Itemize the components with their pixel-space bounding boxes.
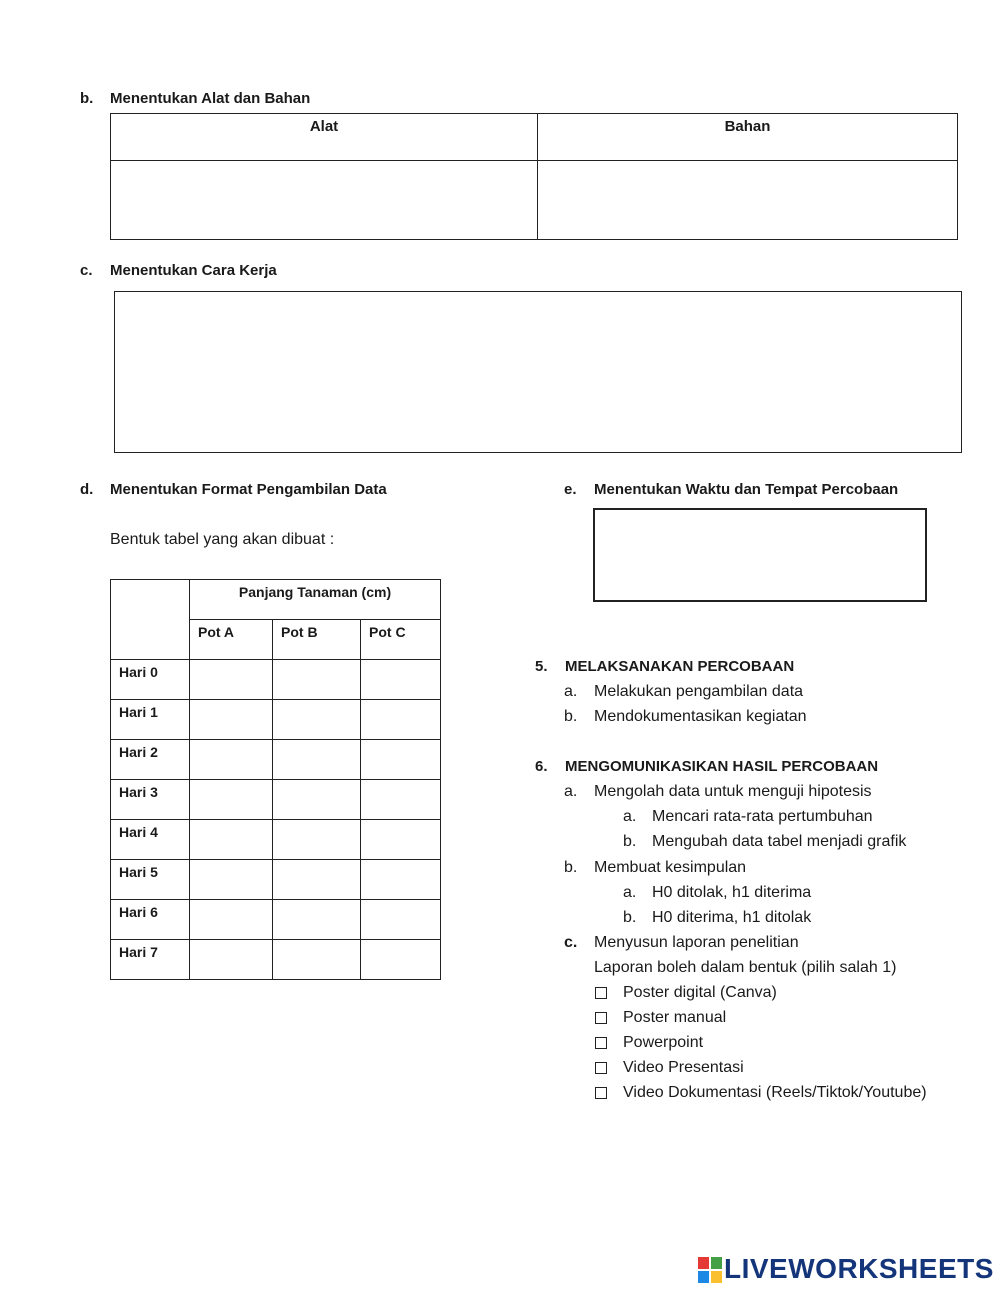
- data-cell[interactable]: [273, 700, 361, 740]
- data-cell[interactable]: [361, 660, 441, 700]
- section-d-letter: d.: [80, 481, 94, 498]
- table-row: [111, 780, 441, 820]
- table-row: [111, 940, 441, 980]
- checkbox[interactable]: [595, 987, 607, 999]
- sub-list-item: H0 ditolak, h1 diterima: [652, 884, 812, 901]
- sub-list-letter: b.: [623, 833, 637, 850]
- data-cell[interactable]: [273, 900, 361, 940]
- table-row: [111, 740, 441, 780]
- data-cell[interactable]: [273, 820, 361, 860]
- list-item: Mengolah data untuk menguji hipotesis: [594, 783, 872, 800]
- data-cell[interactable]: [273, 860, 361, 900]
- data-cell[interactable]: [361, 740, 441, 780]
- section-6-number: 6.: [535, 758, 548, 775]
- table-instruction: Bentuk tabel yang akan dibuat :: [110, 531, 335, 548]
- section-b-letter: b.: [80, 90, 94, 107]
- cara-kerja-answer-box[interactable]: [114, 291, 962, 453]
- waktu-tempat-answer-box[interactable]: [593, 508, 927, 602]
- data-cell[interactable]: [190, 700, 273, 740]
- sub-list-item: H0 diterima, h1 ditolak: [652, 909, 812, 926]
- table-row: [111, 820, 441, 860]
- checkbox[interactable]: [595, 1087, 607, 1099]
- data-cell[interactable]: [273, 940, 361, 980]
- report-option: Poster manual: [623, 1009, 727, 1026]
- alat-bahan-table: [110, 113, 958, 240]
- report-option: Powerpoint: [623, 1034, 704, 1051]
- table-row: [111, 860, 441, 900]
- section-c-letter: c.: [80, 262, 93, 279]
- list-letter: a.: [564, 683, 578, 700]
- data-cell[interactable]: [190, 820, 273, 860]
- list-item: Mendokumentasikan kegiatan: [594, 708, 807, 725]
- sub-list-letter: a.: [623, 808, 637, 825]
- section-c-title: Menentukan Cara Kerja: [110, 262, 277, 279]
- data-cell[interactable]: [361, 700, 441, 740]
- data-cell[interactable]: [190, 900, 273, 940]
- list-item: Menyusun laporan penelitian: [594, 934, 799, 951]
- list-letter: a.: [564, 783, 578, 800]
- data-cell[interactable]: [273, 740, 361, 780]
- report-option: Poster digital (Canva): [623, 984, 777, 1001]
- section-5-title: MELAKSANAKAN PERCOBAAN: [565, 658, 795, 675]
- section-e-letter: e.: [564, 481, 577, 498]
- checkbox[interactable]: [595, 1062, 607, 1074]
- section-b-title: Menentukan Alat dan Bahan: [110, 90, 311, 107]
- row-header: Hari 6: [111, 900, 190, 940]
- checkbox[interactable]: [595, 1012, 607, 1024]
- data-cell[interactable]: [361, 780, 441, 820]
- row-header: Hari 4: [111, 820, 190, 860]
- table-corner-cell: [111, 580, 190, 660]
- table-row: [111, 660, 441, 700]
- row-header: Hari 5: [111, 860, 190, 900]
- list-item: Membuat kesimpulan: [594, 859, 747, 876]
- sub-list-letter: b.: [623, 909, 637, 926]
- bahan-header: Bahan: [538, 114, 958, 161]
- sub-list-item: Mencari rata-rata pertumbuhan: [652, 808, 873, 825]
- data-cell[interactable]: [190, 940, 273, 980]
- list-letter: b.: [564, 859, 578, 876]
- liveworksheets-logo-text: LIVEWORKSHEETS: [724, 1253, 994, 1284]
- col-header: Pot C: [361, 620, 441, 660]
- list-letter: c.: [564, 934, 578, 951]
- report-option: Video Presentasi: [623, 1059, 744, 1076]
- table-row: [111, 900, 441, 940]
- data-cell[interactable]: [190, 780, 273, 820]
- group-header: Panjang Tanaman (cm): [190, 580, 441, 620]
- bahan-answer-cell[interactable]: [538, 161, 958, 240]
- data-cell[interactable]: [273, 660, 361, 700]
- data-cell[interactable]: [361, 940, 441, 980]
- data-cell[interactable]: [361, 900, 441, 940]
- data-cell[interactable]: [361, 860, 441, 900]
- data-cell[interactable]: [190, 860, 273, 900]
- section-e-title: Menentukan Waktu dan Tempat Percobaan: [594, 481, 899, 498]
- table-row: [111, 700, 441, 740]
- section-6-title: MENGOMUNIKASIKAN HASIL PERCOBAAN: [565, 758, 879, 775]
- section-5-number: 5.: [535, 658, 548, 675]
- alat-header: Alat: [111, 114, 538, 161]
- list-item: Melakukan pengambilan data: [594, 683, 804, 700]
- data-cell[interactable]: [190, 660, 273, 700]
- sub-list-letter: a.: [623, 884, 637, 901]
- liveworksheets-logo-icon: [698, 1257, 722, 1283]
- alat-answer-cell[interactable]: [111, 161, 538, 240]
- col-header: Pot A: [190, 620, 273, 660]
- row-header: Hari 1: [111, 700, 190, 740]
- data-format-table: [110, 579, 441, 980]
- row-header: Hari 7: [111, 940, 190, 980]
- row-header: Hari 0: [111, 660, 190, 700]
- checkbox[interactable]: [595, 1037, 607, 1049]
- report-note: Laporan boleh dalam bentuk (pilih salah 1): [594, 959, 897, 976]
- data-cell[interactable]: [273, 780, 361, 820]
- data-cell[interactable]: [190, 740, 273, 780]
- section-d-title: Menentukan Format Pengambilan Data: [110, 481, 387, 498]
- sub-list-item: Mengubah data tabel menjadi grafik: [652, 833, 907, 850]
- list-letter: b.: [564, 708, 578, 725]
- report-option: Video Dokumentasi (Reels/Tiktok/Youtube): [623, 1084, 927, 1101]
- data-cell[interactable]: [361, 820, 441, 860]
- row-header: Hari 2: [111, 740, 190, 780]
- row-header: Hari 3: [111, 780, 190, 820]
- col-header: Pot B: [273, 620, 361, 660]
